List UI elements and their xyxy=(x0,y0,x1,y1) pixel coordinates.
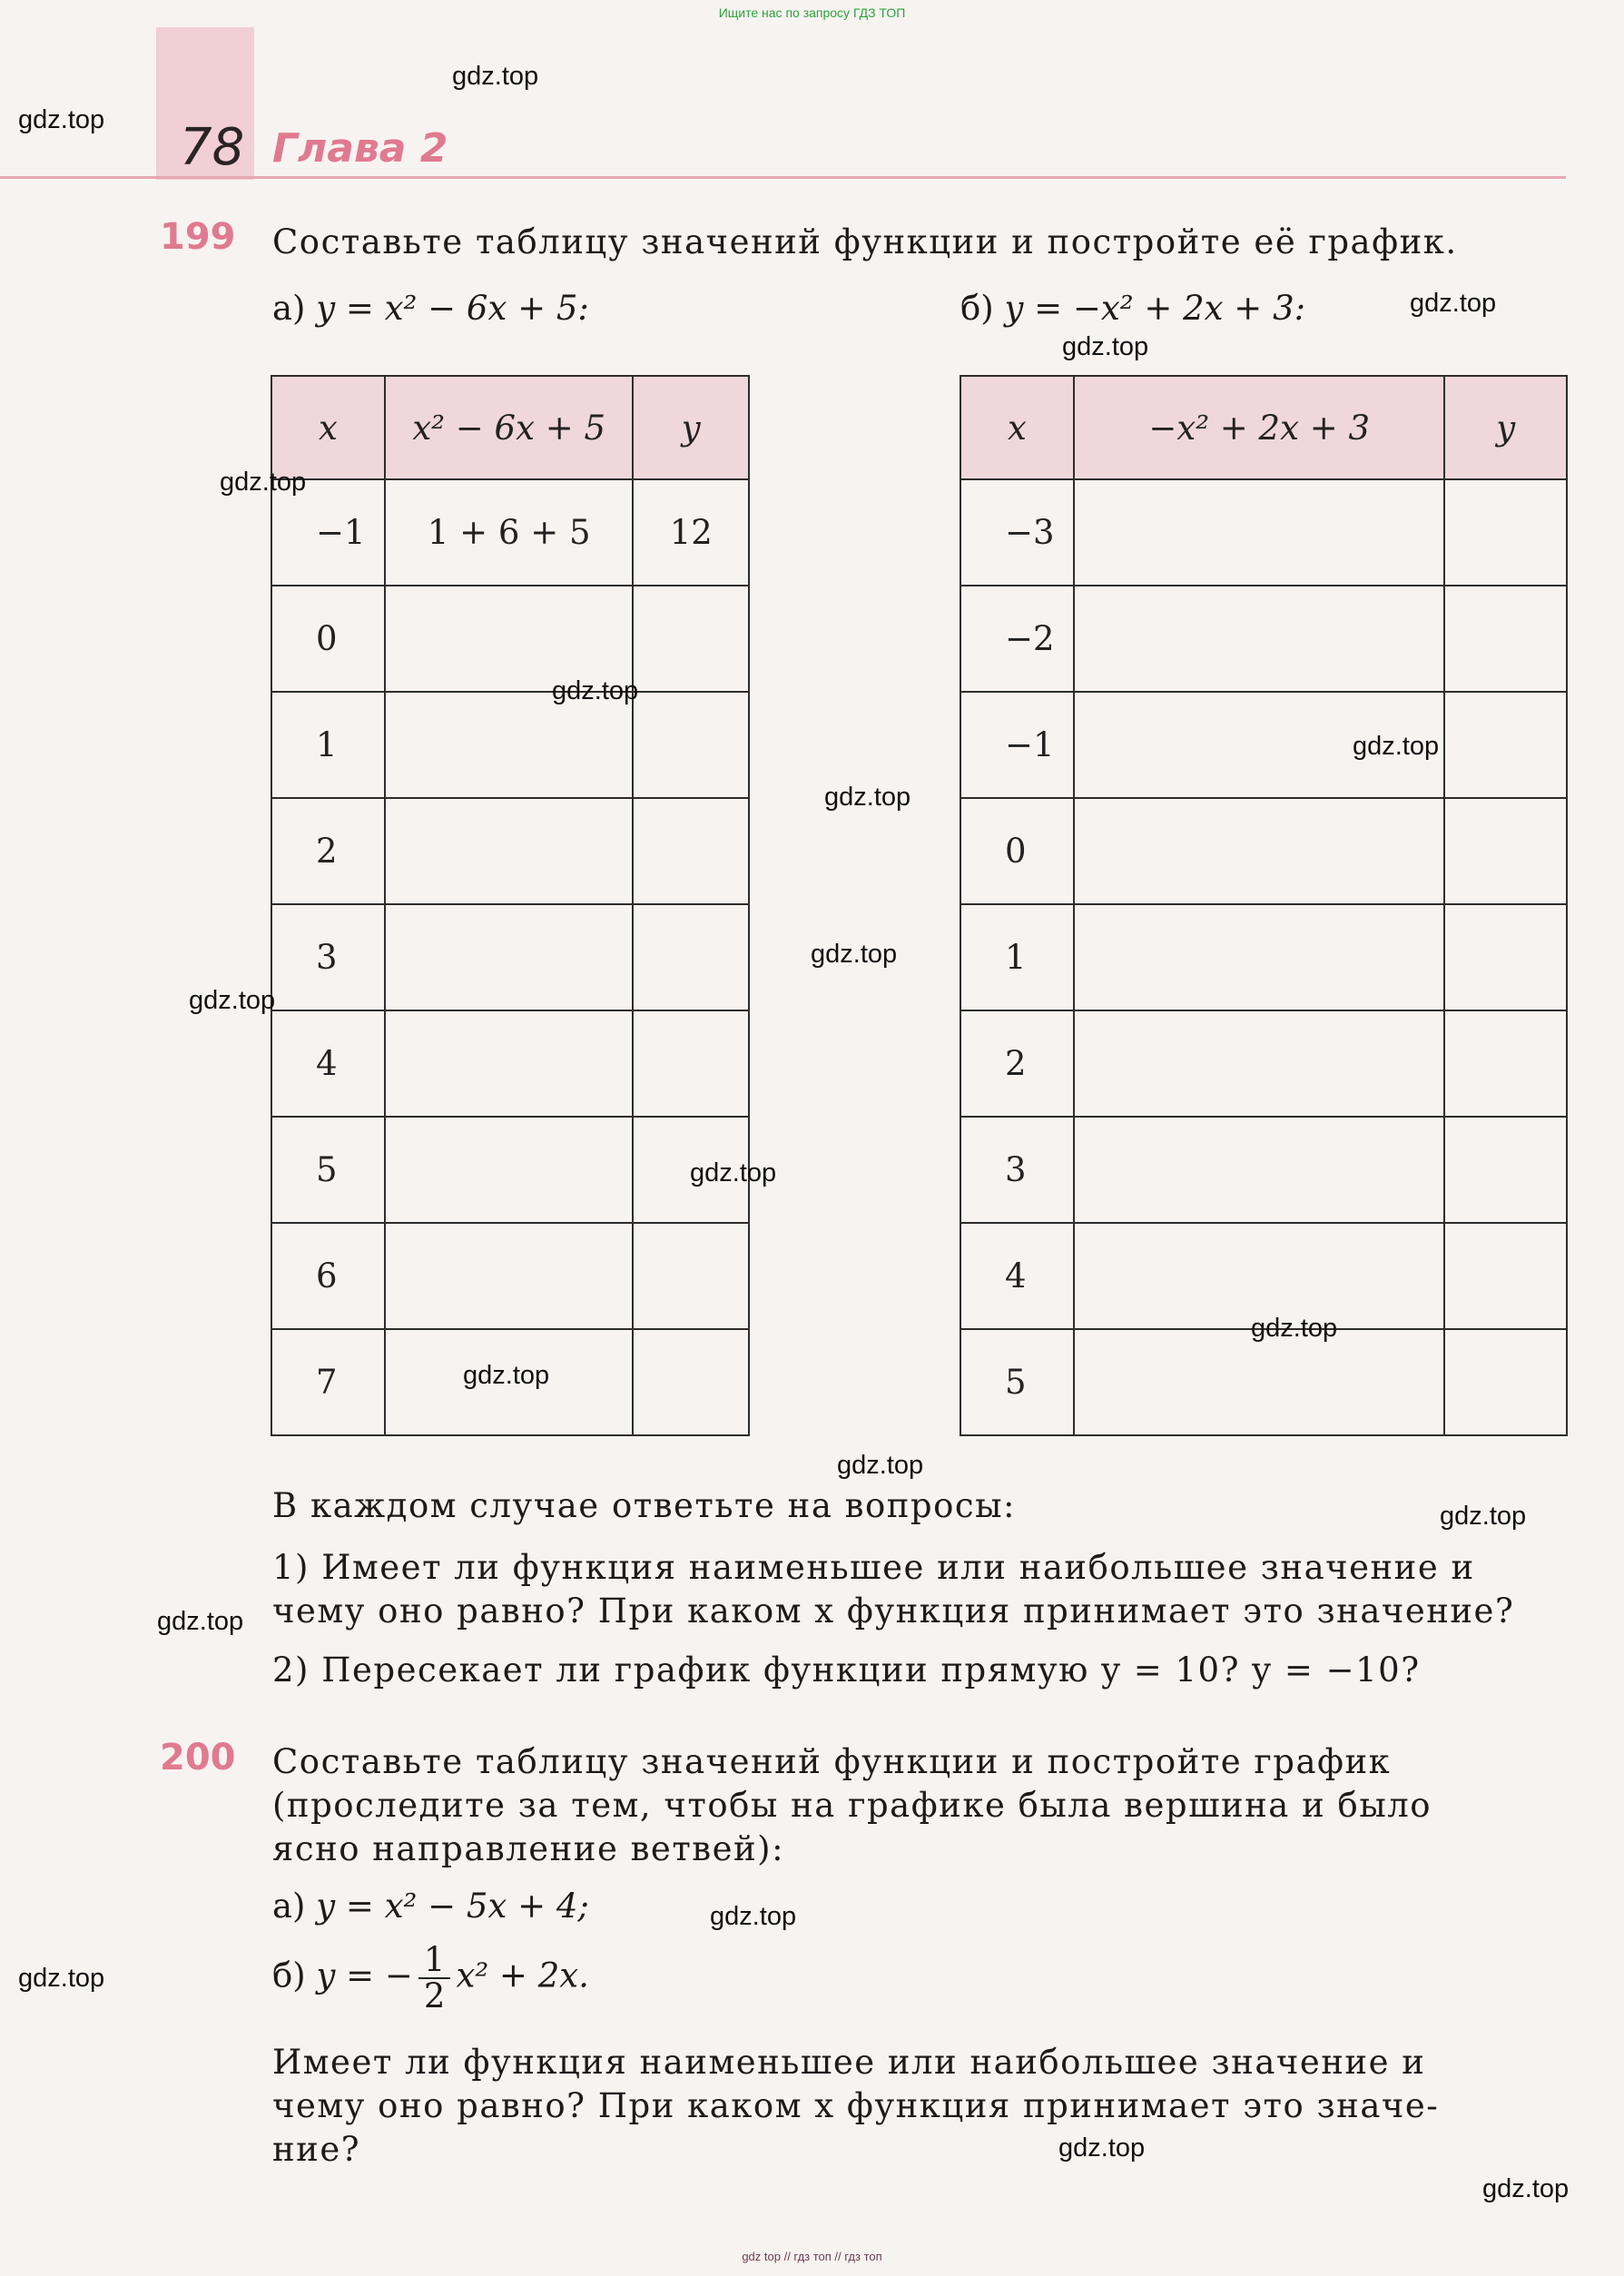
table-b-y-cell xyxy=(1444,1010,1567,1117)
table-b-x-cell: 5 xyxy=(960,1329,1074,1435)
table-b-expr-cell xyxy=(1074,904,1445,1010)
table-row xyxy=(271,798,749,904)
table-a-header-y: y xyxy=(633,376,749,479)
watermark: gdz.top xyxy=(824,783,911,812)
table-row xyxy=(271,479,749,586)
table-b-y-cell xyxy=(1444,1223,1567,1329)
table-a-header-row xyxy=(271,376,749,479)
table-a-expr-cell xyxy=(385,692,634,798)
table-a-y-cell: 12 xyxy=(633,479,749,586)
table-a-expr-cell xyxy=(385,1117,634,1223)
table-row xyxy=(960,1010,1567,1117)
task-200-part-a xyxy=(272,1887,589,1926)
table-a-x-cell: −1 xyxy=(271,479,385,586)
table-b-expr-cell xyxy=(1074,1117,1445,1223)
table-a-x-cell: 0 xyxy=(271,586,385,692)
task-200-line-1: Составьте таблицу значений функции и постройте график xyxy=(272,1742,1392,1781)
fraction-denominator: 2 xyxy=(423,1976,446,2015)
table-row xyxy=(960,1117,1567,1223)
table-a-x-cell: 6 xyxy=(271,1223,385,1329)
table-b-y-cell xyxy=(1444,1117,1567,1223)
watermark: gdz.top xyxy=(1353,732,1440,761)
table-row xyxy=(271,1117,749,1223)
table-b xyxy=(960,375,1568,1436)
watermark: gdz.top xyxy=(1058,2133,1146,2163)
table-a-y-cell xyxy=(633,1010,749,1117)
table-b-x-cell: 4 xyxy=(960,1223,1074,1329)
table-row xyxy=(960,692,1567,798)
table-b-expr-cell xyxy=(1074,479,1445,586)
task-200-number: 200 xyxy=(160,1737,236,1778)
watermark: gdz.top xyxy=(690,1158,777,1187)
table-b-x-cell: −3 xyxy=(960,479,1074,586)
task-200-question-line-3: ние? xyxy=(272,2130,361,2169)
watermark: gdz.top xyxy=(1482,2174,1570,2203)
table-b-y-cell xyxy=(1444,586,1567,692)
task-200-line-2: (проследите за тем, чтобы на графике была вершина и было xyxy=(272,1786,1432,1825)
watermark: gdz.top xyxy=(452,62,539,91)
table-a-y-cell xyxy=(633,1223,749,1329)
part-a-label: а) xyxy=(272,1887,306,1926)
table-row xyxy=(960,1329,1567,1435)
table-a-expr-cell xyxy=(385,1010,634,1117)
top-notice: Ищите нас по запросу ГДЗ ТОП xyxy=(718,5,906,20)
part-a-formula: y = x² − 5x + 4; xyxy=(316,1887,589,1926)
task-199-part-b xyxy=(960,289,1305,328)
table-row xyxy=(271,1010,749,1117)
table-b-y-cell xyxy=(1444,479,1567,586)
watermark: gdz.top xyxy=(1410,289,1497,318)
table-b-y-cell xyxy=(1444,692,1567,798)
task-199-question-1-line-2: чему оно равно? При каком x функция принимает это значение? xyxy=(272,1591,1515,1631)
table-b-expr-cell xyxy=(1074,1329,1445,1435)
task-199-part-a xyxy=(272,289,589,328)
table-a xyxy=(271,375,750,1436)
task-199-question-2: 2) Пересекает ли график функции прямую y = 10? y = −10? xyxy=(272,1650,1421,1690)
part-b-formula: y = −x² + 2x + 3: xyxy=(1004,289,1306,328)
table-a-x-cell: 3 xyxy=(271,904,385,1010)
table-a-expr-cell: 1 + 6 + 5 xyxy=(385,479,634,586)
fraction-one-half xyxy=(418,1940,451,2015)
table-row xyxy=(960,904,1567,1010)
footer-notice: gdz top // гдз топ // гдз топ xyxy=(742,2250,882,2263)
task-199-title: Составьте таблицу значений функции и постройте её график. xyxy=(272,222,1458,261)
table-b-x-cell: 2 xyxy=(960,1010,1074,1117)
table-b-x-cell: 1 xyxy=(960,904,1074,1010)
watermark: gdz.top xyxy=(552,676,639,705)
table-b-x-cell: 3 xyxy=(960,1117,1074,1223)
task-200-question-line-2: чему оно равно? При каком x функция принимает это значе- xyxy=(272,2086,1440,2125)
page-number: 78 xyxy=(180,118,245,177)
table-row xyxy=(271,692,749,798)
watermark: gdz.top xyxy=(837,1451,924,1480)
table-row xyxy=(271,904,749,1010)
table-a-y-cell xyxy=(633,586,749,692)
watermark: gdz.top xyxy=(18,105,105,134)
table-a-expr-cell xyxy=(385,1223,634,1329)
part-a-label: а) xyxy=(272,289,306,328)
table-b-header-row xyxy=(960,376,1567,479)
part-b-label: б) xyxy=(960,289,994,328)
table-b-x-cell: −1 xyxy=(960,692,1074,798)
table-a-x-cell: 1 xyxy=(271,692,385,798)
fraction-numerator: 1 xyxy=(418,1943,451,1979)
table-row xyxy=(960,479,1567,586)
watermark: gdz.top xyxy=(463,1361,550,1390)
table-a-y-cell xyxy=(633,798,749,904)
watermark: gdz.top xyxy=(220,468,307,497)
task-199-question-intro: В каждом случае ответьте на вопросы: xyxy=(272,1486,1017,1525)
part-b-label: б) xyxy=(272,1956,306,1995)
table-row xyxy=(271,586,749,692)
table-row xyxy=(960,586,1567,692)
chapter-title: Глава 2 xyxy=(272,125,448,172)
watermark: gdz.top xyxy=(811,940,898,969)
table-row xyxy=(960,798,1567,904)
table-b-y-cell xyxy=(1444,904,1567,1010)
watermark: gdz.top xyxy=(18,1964,105,1993)
table-b-y-cell xyxy=(1444,1329,1567,1435)
watermark: gdz.top xyxy=(710,1902,797,1931)
table-b-y-cell xyxy=(1444,798,1567,904)
task-200-line-3: ясно направление ветвей): xyxy=(272,1829,785,1868)
table-b-expr-cell xyxy=(1074,586,1445,692)
table-b-x-cell: −2 xyxy=(960,586,1074,692)
task-200-question-line-1: Имеет ли функция наименьшее или наибольшее значение и xyxy=(272,2043,1426,2082)
table-b-x-cell: 0 xyxy=(960,798,1074,904)
watermark: gdz.top xyxy=(1062,332,1149,361)
task-199-question-1-line-1: 1) Имеет ли функция наименьшее или наибольшее значение и xyxy=(272,1548,1475,1587)
table-a-x-cell: 4 xyxy=(271,1010,385,1117)
task-200-part-b xyxy=(272,1940,589,2015)
table-b-expr-cell xyxy=(1074,1010,1445,1117)
table-row xyxy=(271,1223,749,1329)
table-b-header-expr: −x² + 2x + 3 xyxy=(1074,376,1445,479)
table-a-x-cell: 7 xyxy=(271,1329,385,1435)
watermark: gdz.top xyxy=(157,1607,244,1636)
table-a-expr-cell xyxy=(385,798,634,904)
watermark: gdz.top xyxy=(189,986,276,1015)
watermark: gdz.top xyxy=(1251,1314,1338,1343)
table-b-header-y: y xyxy=(1444,376,1567,479)
table-a-y-cell xyxy=(633,904,749,1010)
table-a-y-cell xyxy=(633,692,749,798)
table-a-expr-cell xyxy=(385,904,634,1010)
table-a-header-expr: x² − 6x + 5 xyxy=(385,376,634,479)
table-b-expr-cell xyxy=(1074,798,1445,904)
watermark: gdz.top xyxy=(1440,1502,1527,1531)
table-a-x-cell: 2 xyxy=(271,798,385,904)
task-199-number: 199 xyxy=(160,216,236,258)
table-a-y-cell xyxy=(633,1329,749,1435)
part-b-prefix: y = − xyxy=(316,1956,413,1995)
table-a-header-x: x xyxy=(271,376,385,479)
part-a-formula: y = x² − 6x + 5: xyxy=(316,289,589,328)
table-b-header-x: x xyxy=(960,376,1074,479)
part-b-suffix: x² + 2x. xyxy=(456,1956,589,1995)
table-a-x-cell: 5 xyxy=(271,1117,385,1223)
